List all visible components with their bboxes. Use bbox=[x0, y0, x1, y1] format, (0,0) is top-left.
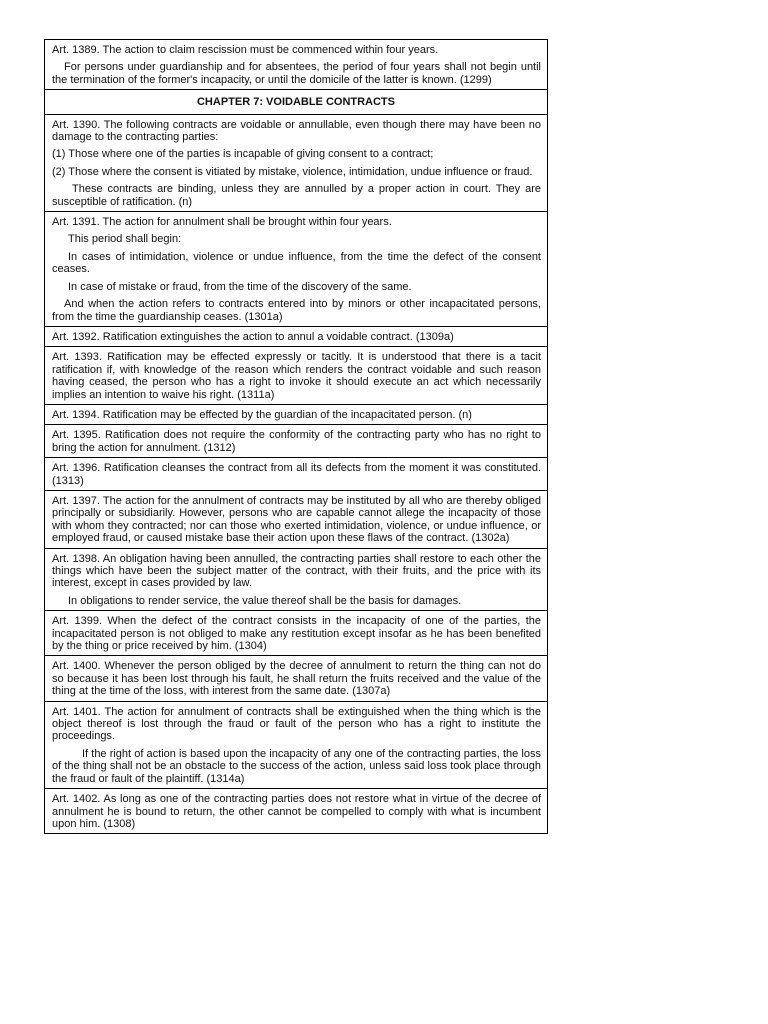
article-text: Art. 1394. Ratification may be effected by the guardian of the incapacitated person. (n) bbox=[52, 408, 472, 421]
article-1399 bbox=[45, 611, 547, 656]
article-paragraph: (1) Those where one of the parties is incapable of giving consent to a contract; bbox=[52, 148, 434, 161]
article-paragraph: These contracts are binding, unless they are annulled by a proper action in court. They are susceptible of ratification. (n) bbox=[52, 183, 541, 208]
article-text: Art. 1395. Ratification does not require the conformity of the contracting party who has no right to bring the action for annulment. (1312) bbox=[52, 429, 541, 454]
article-paragraph: (2) Those where the consent is vitiated by mistake, violence, intimidation, undue influence or fraud. bbox=[52, 165, 533, 178]
article-1390 bbox=[45, 115, 547, 212]
article-paragraph: This period shall begin: bbox=[68, 233, 182, 246]
article-1392 bbox=[45, 327, 547, 347]
article-text: Art. 1400. Whenever the person obliged by the decree of annulment to return the thing can not do so because it has been lost through his fault, he shall return the fruits received and the value of the thing at the time of the loss, with interest from the same date. (1307a) bbox=[52, 660, 541, 698]
article-1395 bbox=[45, 425, 547, 458]
article-paragraph: In case of mistake or fraud, from the time of the discovery of the same. bbox=[68, 280, 412, 293]
article-1402 bbox=[45, 789, 547, 833]
article-1401 bbox=[45, 702, 547, 789]
article-paragraph: And when the action refers to contracts entered into by minors or other incapacitated persons, from the time the guardianship ceases. (1301a) bbox=[52, 298, 541, 323]
article-paragraph: For persons under guardianship and for absentees, the period of four years shall not begin until the termination of the former's incapacity, or until the domicile of the latter is known. (1299) bbox=[52, 61, 541, 86]
articles-table bbox=[44, 39, 548, 834]
article-text: Art. 1396. Ratification cleanses the contract from all its defects from the moment it was constituted. (1313) bbox=[52, 462, 541, 487]
article-text: Art. 1399. When the defect of the contract consists in the incapacity of one of the parties, the incapacitated person is not obliged to make any restitution except insofar as he has been benefited by the thing or price received by him. (1304) bbox=[52, 615, 541, 653]
chapter-heading: CHAPTER 7: VOIDABLE CONTRACTS bbox=[45, 90, 547, 114]
article-1397 bbox=[45, 491, 547, 549]
article-text: Art. 1391. The action for annulment shall be brought within four years. bbox=[52, 216, 392, 229]
article-text: Art. 1398. An obligation having been annulled, the contracting parties shall restore to each other the things which have been the subject matter of the contract, with their fruits, and the price with its interest, except in cases provided by law. bbox=[52, 552, 541, 590]
article-text: Art. 1401. The action for annulment of contracts shall be extinguished when the thing which is the object thereof is lost through the fraud or fault of the person who has a right to institute the proceedings. bbox=[52, 705, 541, 743]
article-1394 bbox=[45, 405, 547, 425]
article-1389 bbox=[45, 40, 547, 90]
article-1398 bbox=[45, 549, 547, 612]
article-text: Art. 1397. The action for the annulment of contracts may be instituted by all who are thereby obliged principally or subsidiarily. However, persons who are capable cannot allege the incapacity of those with whom they contracted; nor can those who exerted intimidation, violence, or undue influence, or employed fraud, or caused mistake base their action upon these flaws of the contract. (1302a) bbox=[52, 494, 541, 545]
article-1393 bbox=[45, 347, 547, 405]
article-paragraph: If the right of action is based upon the incapacity of any one of the contracting parties, the loss of the thing shall not be an obstacle to the success of the action, unless said loss took place through the fraud or fault of the plaintiff. (1314a) bbox=[52, 747, 541, 785]
article-text: Art. 1392. Ratification extinguishes the action to annul a voidable contract. (1309a) bbox=[52, 330, 454, 343]
article-text: Art. 1393. Ratification may be effected expressly or tacitly. It is understood that there is a tacit ratification if, with knowledge of the reason which renders the contract voidable and such reason having ceased, the person who has a right to invoke it should execute an act which necessarily implies an intention to waive his right. (1311a) bbox=[52, 351, 541, 401]
article-1396 bbox=[45, 458, 547, 491]
article-1400 bbox=[45, 656, 547, 701]
article-paragraph: In cases of intimidation, violence or undue influence, from the time the defect of the consent ceases. bbox=[52, 250, 541, 276]
article-1391 bbox=[45, 212, 547, 327]
article-text: Art. 1389. The action to claim rescission must be commenced within four years. bbox=[52, 44, 439, 56]
article-text: Art. 1390. The following contracts are voidable or annullable, even though there may have been no damage to the contracting parties: bbox=[52, 118, 541, 144]
article-text: Art. 1402. As long as one of the contracting parties does not restore what in virtue of the decree of annulment he is bound to return, the other cannot be compelled to comply with what is incumbent upon him. (1308) bbox=[52, 793, 541, 830]
article-paragraph: In obligations to render service, the value thereof shall be the basis for damages. bbox=[68, 594, 462, 607]
